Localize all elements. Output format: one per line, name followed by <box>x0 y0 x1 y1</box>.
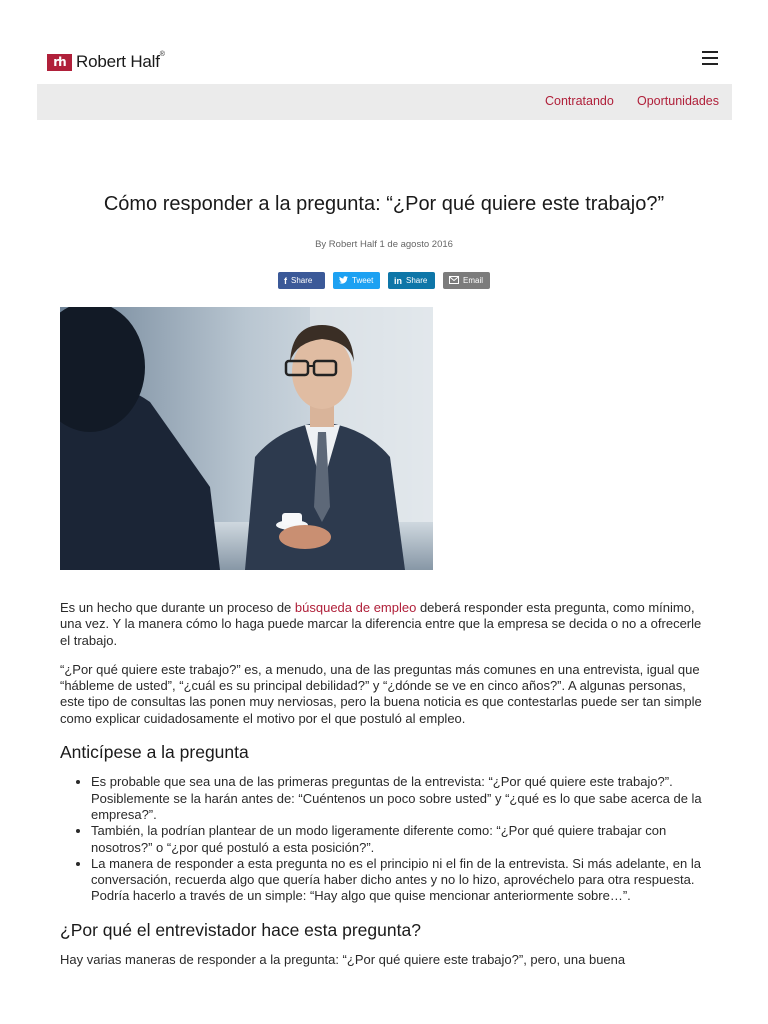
article-hero-image <box>60 307 433 570</box>
logo-mark: rh <box>47 54 72 71</box>
list-item: • También, la podrían plantear de un modo ligeramente diferente como: “¿Por qué quiere trabajar con nosotros?” o “¿por qué postuló a esta posición?”. <box>91 823 710 856</box>
share-twitter-button[interactable] <box>333 272 380 289</box>
robert-half-logo[interactable] <box>47 52 165 72</box>
p1-text-before: Es un hecho que durante un proceso de <box>60 600 295 615</box>
sub-navigation <box>37 84 732 120</box>
article-body <box>60 600 710 981</box>
linkedin-icon: in <box>394 275 402 286</box>
heading-anticipese: Anticípese a la pregunta <box>60 742 249 763</box>
paragraph-2: “¿Por qué quiere este trabajo?” es, a menudo, una de las preguntas más comunes en una entrevista, igual que “hábleme de usted”, “¿cuál es su principal debilidad?” y “¿dónde se ve en cinco años?”. A algunas personas, este tipo de consultas las ponen muy nerviosas, pero la buena noticia es que contestarlas puede ser tan simple como explicar cuidadosamente el motivo por el que postuló al empleo. <box>60 661 702 726</box>
link-busqueda-de-empleo[interactable]: búsqueda de empleo <box>294 600 417 615</box>
nav-link-contratando[interactable]: Contratando <box>545 94 614 108</box>
list-item: • La manera de responder a esta pregunta no es el principio ni el fin de la entrevista. Si más adelante, en la conversación, recuerda algo que quería haber dicho antes y no lo hizo, aprovéchelo para otra respuesta. Podría hacerlo a través de un simple: “Hay algo que quise mencionar anteriormente sobre…”. <box>91 856 710 905</box>
share-facebook-button[interactable] <box>278 272 325 289</box>
brand-name: Robert Half <box>76 52 160 71</box>
nav-link-oportunidades[interactable]: Oportunidades <box>637 94 720 108</box>
share-facebook-label: Share <box>291 276 313 285</box>
menu-icon-bar <box>702 51 718 53</box>
site-header <box>0 0 768 84</box>
share-linkedin-label: Share <box>406 276 428 285</box>
share-email-button[interactable] <box>443 272 490 289</box>
article-byline: By Robert Half 1 de agosto 2016 <box>315 239 453 250</box>
share-linkedin-button[interactable] <box>388 272 435 289</box>
share-email-label: Email <box>463 276 484 285</box>
paragraph-3: Hay varias maneras de responder a la pregunta: “¿Por qué quiere este trabajo?”, pero, una buena <box>60 952 626 968</box>
heading-por-que-entrevistador: ¿Por qué el entrevistador hace esta pregunta? <box>60 919 421 940</box>
share-twitter-label: Tweet <box>352 276 374 285</box>
menu-icon-bar <box>702 63 718 65</box>
paragraph-1 <box>60 600 710 649</box>
trademark-symbol: ® <box>159 51 165 58</box>
envelope-icon <box>449 276 459 286</box>
twitter-icon <box>339 276 348 286</box>
share-bar <box>278 272 490 289</box>
logo-wordmark <box>76 52 165 72</box>
facebook-icon: f <box>284 275 287 286</box>
menu-icon[interactable] <box>702 51 718 65</box>
article-title: Cómo responder a la pregunta: “¿Por qué quiere este trabajo?” <box>103 193 665 215</box>
p1-text-after: deberá responder esta pregunta, como mínimo, una vez. Y la manera cómo lo haga puede marcar la diferencia entre que la empresa se decida o no a ofrecerle el trabajo. <box>60 600 702 648</box>
menu-icon-bar <box>702 57 718 59</box>
tips-list <box>60 774 710 904</box>
list-item: • Es probable que sea una de las primeras preguntas de la entrevista: “¿Por qué quiere este trabajo?”. Posiblemente se la harán antes de: “Cuéntenos un poco sobre usted” y “¿qué es lo que sabe acerca de la empresa?”. <box>91 774 710 823</box>
